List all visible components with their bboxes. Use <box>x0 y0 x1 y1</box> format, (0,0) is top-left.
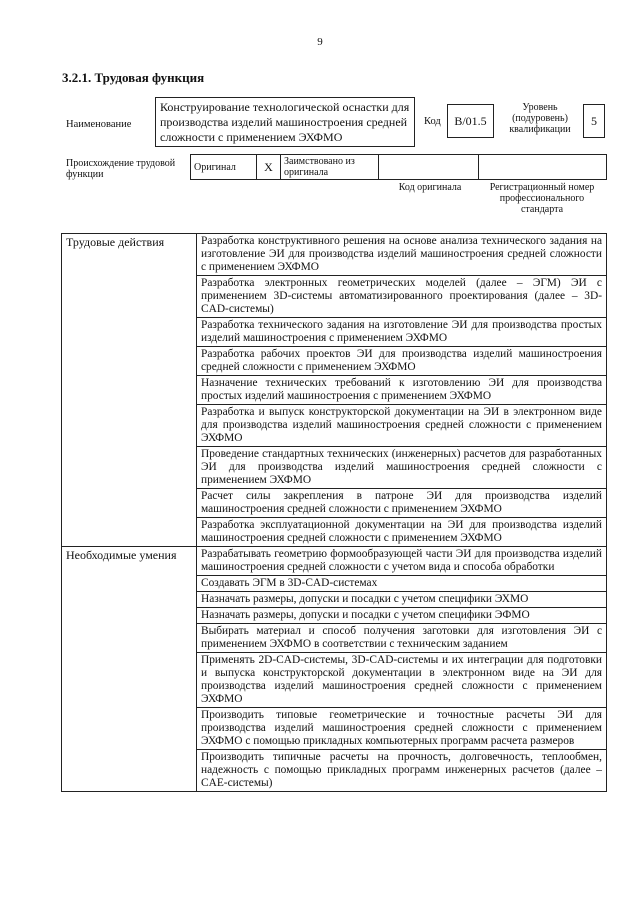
code-original-cell <box>379 155 479 180</box>
skill-item: Производить типичные расчеты на прочность, долговечность, теплообмен, надежность с помощью прикладных программ инженерных расчетов (далее – CAE-системы) <box>197 750 607 792</box>
level-box <box>583 104 605 138</box>
borrowed-cell: Заимствовано из оригинала <box>281 155 379 180</box>
origin-table <box>190 154 607 180</box>
code-box <box>447 104 494 138</box>
table-row <box>62 547 607 576</box>
labor-action-item: Проведение стандартных технических (инженерных) расчетов для разработанных ЭИ для производства изделий машиностроения средней сложности с применением ЭХФМО <box>197 447 607 489</box>
origin-label: Происхождение трудовой функции <box>66 158 176 180</box>
level-label: Уровень (подуровень) квалификации <box>509 102 571 135</box>
section-title: 3.2.1. Трудовая функция <box>62 70 205 85</box>
labor-action-item: Разработка и выпуск конструкторской документации на ЭИ в электронном виде для производства изделий машиностроения средней сложности с применением ЭХФМО <box>197 405 607 447</box>
labor-action-item: Разработка рабочих проектов ЭИ для производства изделий машиностроения средней сложности с применением ЭХФМО <box>197 347 607 376</box>
function-name-box <box>155 97 415 147</box>
code-value: B/01.5 <box>454 113 487 128</box>
level-value: 5 <box>591 113 597 128</box>
skills-label: Необходимые умения <box>62 547 197 792</box>
labor-action-item: Разработка электронных геометрических моделей (далее – ЭГМ) ЭИ с применением 3D-системы автоматизированного проектирования (далее – 3D-CAD-системы) <box>197 276 607 318</box>
name-label: Наименование <box>66 119 132 130</box>
original-mark: X <box>257 155 281 180</box>
main-table <box>61 233 607 792</box>
skill-item: Выбирать материал и способ получения заготовки для изготовления ЭИ с применением ЭХФМО в соответствии с техническим заданием <box>197 624 607 653</box>
table-row <box>62 234 607 276</box>
original-cell: Оригинал <box>191 155 257 180</box>
labor-action-item: Разработка конструктивного решения на основе анализа технического задания на изготовление ЭИ для производства изделий машиностроения средней сложности с применением ЭХФМО <box>197 234 607 276</box>
reg-number-cell <box>479 155 607 180</box>
skill-item: Производить типовые геометрические и точностные расчеты ЭИ для производства изделий машиностроения средней сложности с применением ЭХФМО с помощью прикладных компьютерных программ расчета размеров <box>197 708 607 750</box>
function-name-value: Конструирование технологической оснастки для производства изделий машиностроения средней сложности с применением ЭХФМО <box>160 100 410 144</box>
skill-item: Разрабатывать геометрию формообразующей части ЭИ для производства изделий машиностроения средней сложности с учетом вида и способа обработки <box>197 547 607 576</box>
reg-number-label: Регистрационный номер профессионального стандарта <box>489 182 595 215</box>
labor-action-item: Разработка технического задания на изготовление ЭИ для производства простых изделий машиностроения с применением ЭХФМО <box>197 318 607 347</box>
code-original-label: Код оригинала <box>398 182 462 193</box>
skill-item: Создавать ЭГМ в 3D-CAD-системах <box>197 576 607 592</box>
page-number: 9 <box>317 36 323 48</box>
skill-item: Назначать размеры, допуски и посадки с учетом специфики ЭХМО <box>197 592 607 608</box>
labor-action-item: Назначение технических требований к изготовлению ЭИ для производства простых изделий машиностроения с применением ЭХФМО <box>197 376 607 405</box>
labor-action-item: Расчет силы закрепления в патроне ЭИ для производства изделий машиностроения средней сложности с применением ЭХФМО <box>197 489 607 518</box>
labor-actions-label: Трудовые действия <box>62 234 197 547</box>
code-label: Код <box>424 116 441 127</box>
skill-item: Применять 2D-CAD-системы, 3D-CAD-системы и их интеграции для подготовки и выпуска конструкторской документации в электронном виде на ЭИ для производства изделий машиностроения средней сложности с применением ЭХФМО <box>197 653 607 708</box>
labor-action-item: Разработка эксплуатационной документации на ЭИ для производства изделий машиностроения средней сложности с применением ЭХФМО <box>197 518 607 547</box>
skill-item: Назначать размеры, допуски и посадки с учетом специфики ЭФМО <box>197 608 607 624</box>
